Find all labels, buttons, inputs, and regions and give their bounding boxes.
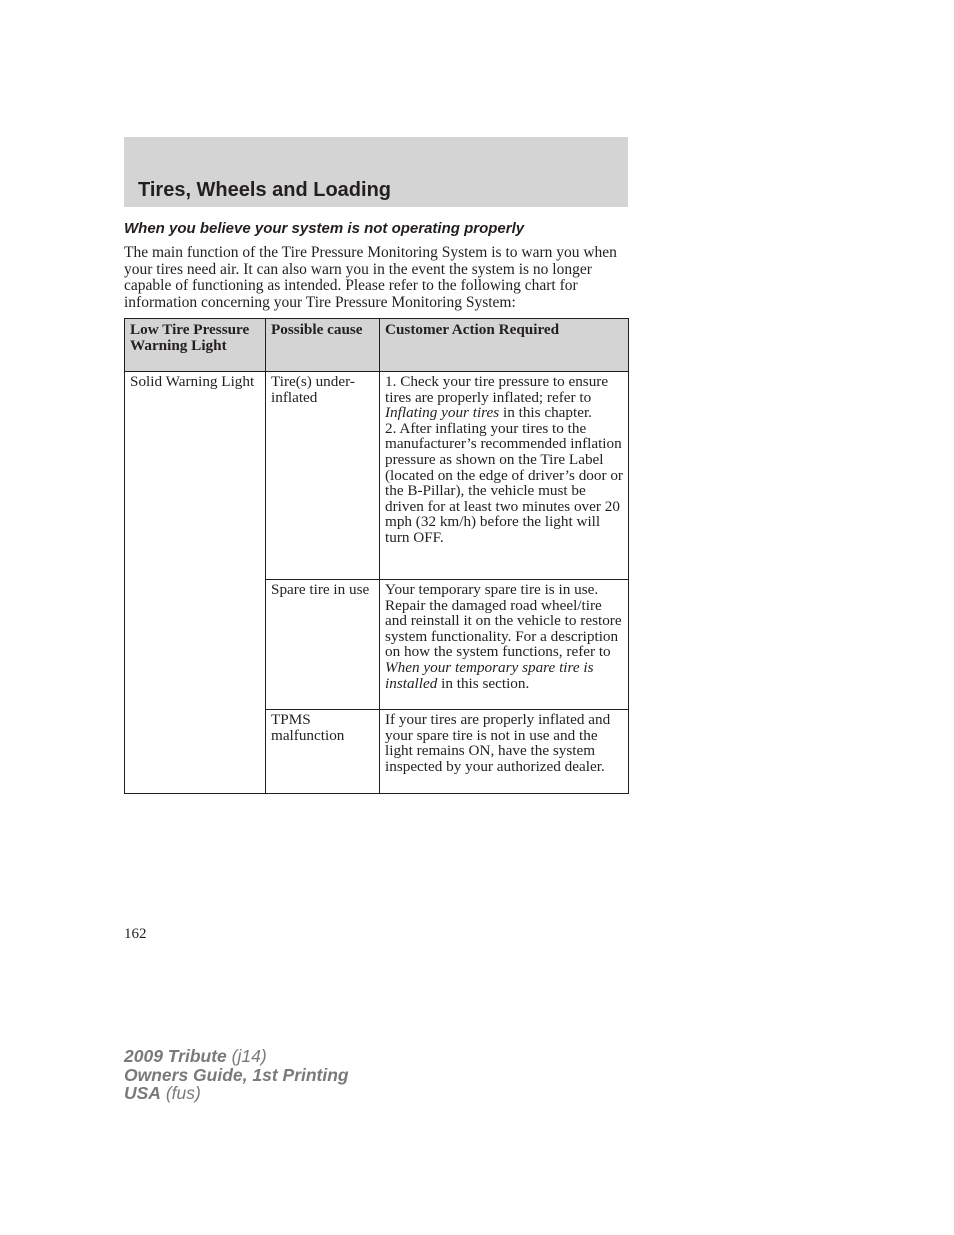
cause-cell: Tire(s) under-inflated <box>266 372 380 580</box>
page-number: 162 <box>124 926 147 942</box>
action-text: 2. After inflating your tires to the manufacturer’s recommended inflation pressure as shown on the Tire Label (located on the edge of driver’s door or the B-Pillar), the vehicle must be driven for at least two minutes over 20 mph (32 km/h) before the light will turn OFF. <box>385 419 623 546</box>
column-header-possible-cause: Possible cause <box>266 319 380 372</box>
footer-model: 2009 Tribute <box>124 1046 227 1066</box>
action-text: in this section. <box>441 674 530 692</box>
cause-cell: Spare tire in use <box>266 580 380 710</box>
table-row <box>125 372 629 580</box>
section-title: Tires, Wheels and Loading <box>138 179 392 201</box>
column-header-warning-light: Low Tire Pressure Warning Light <box>125 319 266 372</box>
action-text: in this chapter. <box>502 404 592 422</box>
cause-cell: TPMS malfunction <box>266 710 380 794</box>
action-text: Your temporary spare tire is in use. Repair the damaged road wheel/tire and reinstall it on the vehicle to restore system functionality. For a description on how the system functions, refer to <box>385 581 622 661</box>
cross-reference: Inflating your tires <box>385 404 500 422</box>
tpms-troubleshooting-table <box>124 318 629 794</box>
footer-market: USA <box>124 1083 161 1103</box>
footer-model-code: (j14) <box>231 1046 267 1066</box>
intro-paragraph: The main function of the Tire Pressure Monitoring System is to warn you when your tires need air. It can also warn you in the event the system is no longer capable of functioning as intended. Please refer to the following chart for information concerning your Tire Pressure Monitoring System: <box>124 244 617 311</box>
warning-light-cell: Solid Warning Light <box>125 372 266 794</box>
table-header-row <box>125 319 629 372</box>
cross-reference: When your temporary spare tire is installed <box>385 658 594 692</box>
action-cell <box>380 580 629 710</box>
action-text: 1. Check your tire pressure to ensure tires are properly inflated; refer to <box>385 373 609 406</box>
action-cell: If your tires are properly inflated and your spare tire is not in use and the light remains ON, have the system inspected by your authorized dealer. <box>380 710 629 794</box>
document-footer <box>124 1047 349 1103</box>
column-header-customer-action: Customer Action Required <box>380 319 629 372</box>
footer-edition: Owners Guide, 1st Printing <box>124 1064 349 1085</box>
footer-market-code: (fus) <box>165 1083 201 1103</box>
sub-heading: When you believe your system is not operating properly <box>124 220 525 237</box>
action-cell <box>380 372 629 580</box>
